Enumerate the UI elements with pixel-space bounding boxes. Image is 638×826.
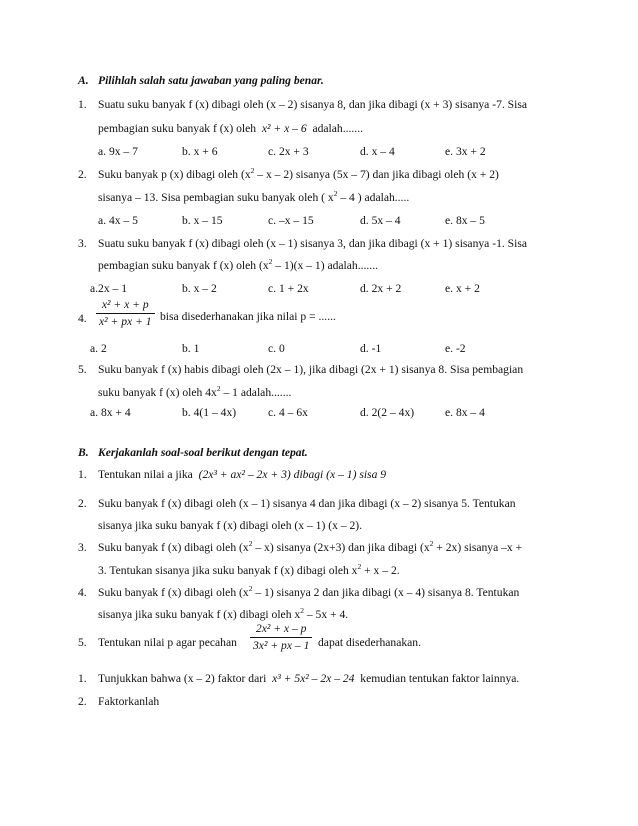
b2-line1: Suku banyak f (x) dibagi oleh (x – 1) sisanya 4 dan jika dibagi (x – 2) sisanya 5. Tentukan xyxy=(98,497,516,510)
a5-line2 xyxy=(98,386,291,400)
a4-option-c[interactable]: c. 0 xyxy=(268,342,285,355)
a3-line2 xyxy=(98,259,378,273)
a3-line1: Suatu suku banyak f (x) dibagi oleh (x – 1) sisanya 3, dan jika dibagi (x + 1) sisanya -1. Sisa xyxy=(98,237,527,250)
b4-line2-text: sisanya jika suku banyak f (x) dibagi oleh x xyxy=(98,608,301,621)
a5-line2-text: suku banyak f (x) oleh 4x xyxy=(98,386,217,399)
a2-option-e[interactable]: e. 8x – 5 xyxy=(445,214,485,227)
a5-number: 5. xyxy=(78,363,87,376)
section-a-title: Pilihlah salah satu jawaban yang paling benar. xyxy=(98,74,324,87)
b6-line xyxy=(98,672,519,686)
a5-line2-end: – 1 adalah....... xyxy=(223,386,292,399)
b5-text1: Tentukan nilai p agar pecahan xyxy=(98,636,237,649)
a1-option-e[interactable]: e. 3x + 2 xyxy=(445,145,486,158)
b3-line1-end: + 2x) sisanya –x + xyxy=(436,541,523,554)
b3-line2-end: + x – 2. xyxy=(364,564,400,577)
a3-option-d[interactable]: d. 2x + 2 xyxy=(360,282,402,295)
b3-number: 3. xyxy=(78,541,87,554)
a5-option-c[interactable]: c. 4 – 6x xyxy=(268,406,308,419)
a4-number: 4. xyxy=(78,312,87,325)
b3-sup3: 2 xyxy=(357,562,362,571)
a1-option-a[interactable]: a. 9x – 7 xyxy=(98,145,138,158)
a4-option-a[interactable]: a. 2 xyxy=(90,342,107,355)
b1-line xyxy=(98,468,386,482)
b5-denominator: 3x² + px – 1 xyxy=(250,637,312,653)
a2-line2-end: – 4 ) adalah..... xyxy=(340,191,410,204)
a5-option-b[interactable]: b. 4(1 – 4x) xyxy=(182,406,237,419)
b5-numerator: 2x² + x – p xyxy=(255,622,307,635)
b7-number: 2. xyxy=(78,695,87,708)
a2-option-a[interactable]: a. 4x – 5 xyxy=(98,214,138,227)
a1-option-d[interactable]: d. x – 4 xyxy=(360,145,395,158)
a1-option-b[interactable]: b. x + 6 xyxy=(182,145,218,158)
a4-numerator: x² + x + p xyxy=(101,298,149,311)
a2-sup: 2 xyxy=(250,166,255,175)
a1-line1: Suatu suku banyak f (x) dibagi oleh (x – 2) sisanya 8, dan jika dibagi (x + 3) sisanya -7. Sisa xyxy=(98,98,527,111)
a5-sup: 2 xyxy=(216,384,221,393)
b6-text: Tunjukkan bahwa (x – 2) faktor dari xyxy=(98,672,267,685)
b1-text: Tentukan nilai a jika xyxy=(98,468,193,481)
a3-number: 3. xyxy=(78,237,87,250)
b5-fraction xyxy=(250,622,312,653)
a5-option-d[interactable]: d. 2(2 – 4x) xyxy=(360,406,415,419)
a3-option-c[interactable]: c. 1 + 2x xyxy=(268,282,309,295)
b4-number: 4. xyxy=(78,586,87,599)
section-b-heading xyxy=(78,446,308,460)
b3-line1-text: Suku banyak f (x) dibagi oleh (x xyxy=(98,541,249,554)
b3-line1-mid: – x) sisanya (2x+3) dan jika dibagi (x xyxy=(255,541,430,554)
b4-line2 xyxy=(98,608,348,622)
a2-line2 xyxy=(98,191,409,205)
b5-text2: dapat disederhanakan. xyxy=(318,636,422,649)
b3-sup1: 2 xyxy=(248,539,253,548)
a4-option-d[interactable]: d. -1 xyxy=(360,342,382,355)
a3-line2-end: – 1)(x – 1) adalah....... xyxy=(275,259,378,272)
a4-denominator: x² + px + 1 xyxy=(96,313,155,329)
a1-line2-end: adalah....... xyxy=(312,122,363,135)
b4-sup1: 2 xyxy=(248,584,253,593)
a1-option-c[interactable]: c. 2x + 3 xyxy=(268,145,309,158)
a2-option-b[interactable]: b. x – 15 xyxy=(182,214,223,227)
a3-option-e[interactable]: e. x + 2 xyxy=(445,282,480,295)
b1-expression: (2x³ + ax² – 2x + 3) dibagi (x – 1) sisa 9 xyxy=(198,468,387,481)
a4-option-e[interactable]: e. -2 xyxy=(445,342,466,355)
b7-text: Faktorkanlah xyxy=(98,695,160,708)
b4-line1-end: – 1) sisanya 2 dan jika dibagi (x – 4) sisanya 8. Tentukan xyxy=(255,586,520,599)
b6-number: 1. xyxy=(78,672,87,685)
a5-line1: Suku banyak f (x) habis dibagi oleh (2x – 1), jika dibagi (2x + 1) sisanya 8. Sisa pembagian xyxy=(98,363,524,376)
section-a-letter: A. xyxy=(78,74,89,87)
a4-option-b[interactable]: b. 1 xyxy=(182,342,200,355)
a2-option-c[interactable]: c. –x – 15 xyxy=(268,214,314,227)
b3-line1 xyxy=(98,541,522,555)
a2-line1 xyxy=(98,168,499,182)
b6-text-end: kemudian tentukan faktor lainnya. xyxy=(360,672,520,685)
b4-line2-end: – 5x + 4. xyxy=(306,608,349,621)
b4-line1 xyxy=(98,586,519,600)
a4-text: bisa disederhanakan jika nilai p = ...... xyxy=(160,310,336,323)
b1-number: 1. xyxy=(78,468,87,481)
a2-line1-text: Suku banyak p (x) dibagi oleh (x xyxy=(98,168,251,181)
b4-line1-text: Suku banyak f (x) dibagi oleh (x xyxy=(98,586,249,599)
section-a-heading xyxy=(78,74,324,88)
b3-sup2: 2 xyxy=(429,539,434,548)
b2-number: 2. xyxy=(78,497,87,510)
a4-fraction xyxy=(96,298,155,329)
a1-line2-text: pembagian suku banyak f (x) oleh xyxy=(98,122,257,135)
a3-line2-text: pembagian suku banyak f (x) oleh (x xyxy=(98,259,269,272)
b3-line2-text: 3. Tentukan sisanya jika suku banyak f (x) dibagi oleh x xyxy=(98,564,358,577)
a5-option-a[interactable]: a. 8x + 4 xyxy=(90,406,131,419)
a1-expression: x² + x – 6 xyxy=(261,122,307,135)
a3-option-a[interactable]: a.2x – 1 xyxy=(90,282,128,295)
a3-sup: 2 xyxy=(268,257,273,266)
a2-number: 2. xyxy=(78,168,87,181)
b5-number: 5. xyxy=(78,636,87,649)
section-b-title: Kerjakanlah soal-soal berikut dengan tepat. xyxy=(98,446,308,459)
b2-line2: sisanya jika suku banyak f (x) dibagi oleh (x – 1) (x – 2). xyxy=(98,519,363,532)
b3-line2 xyxy=(98,564,400,578)
a1-line2 xyxy=(98,122,363,136)
a2-line1-end: – x – 2) sisanya (5x – 7) dan jika dibagi oleh (x + 2) xyxy=(257,168,499,181)
a2-option-d[interactable]: d. 5x – 4 xyxy=(360,214,401,227)
section-b-letter: B. xyxy=(78,446,89,459)
a2-sup2: 2 xyxy=(333,189,338,198)
a1-number: 1. xyxy=(78,98,87,111)
a5-option-e[interactable]: e. 8x – 4 xyxy=(445,406,485,419)
b6-expression: x³ + 5x² – 2x – 24 xyxy=(272,672,355,685)
a2-line2-text: sisanya – 13. Sisa pembagian suku banyak oleh ( x xyxy=(98,191,334,204)
a3-option-b[interactable]: b. x – 2 xyxy=(182,282,217,295)
b4-sup2: 2 xyxy=(300,606,304,615)
